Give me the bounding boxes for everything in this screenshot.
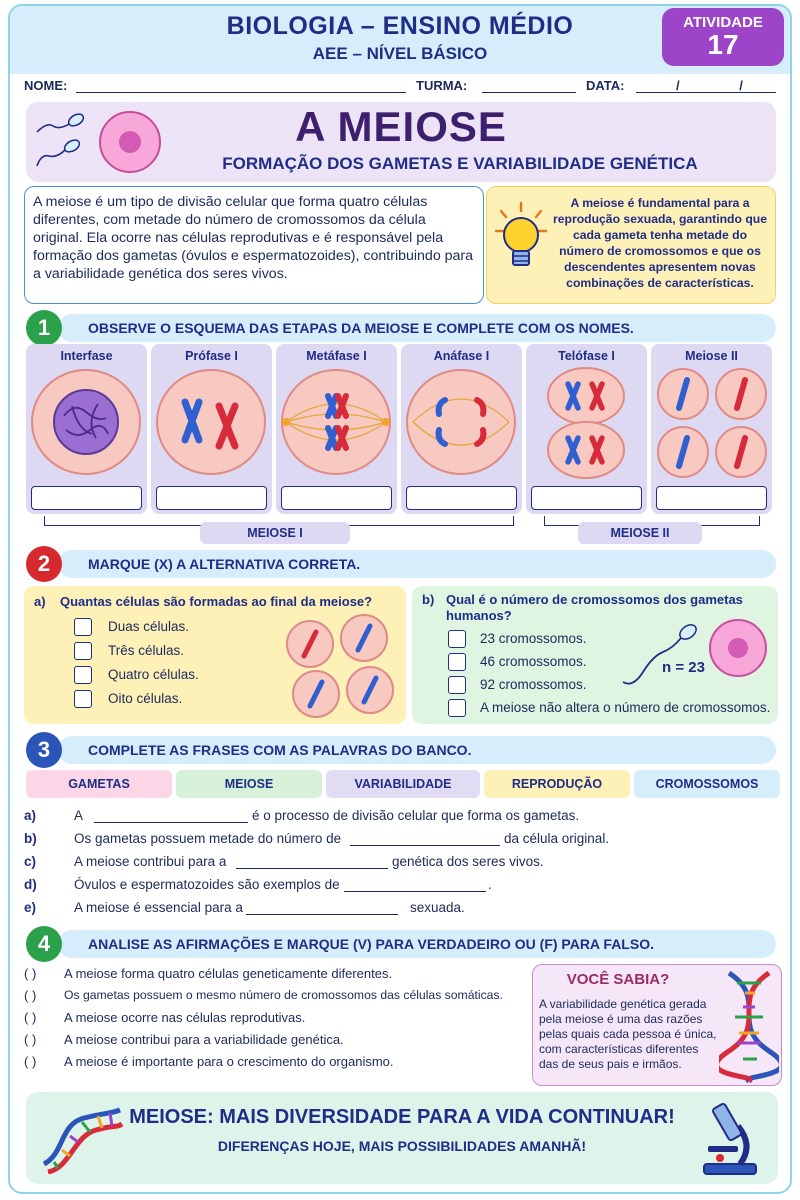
stage-prophase-1 — [151, 344, 272, 514]
header-title: BIOLOGIA – ENSINO MÉDIO — [226, 12, 574, 40]
statement-row — [24, 988, 524, 1006]
microscope-icon — [694, 1098, 766, 1178]
blank-field[interactable] — [246, 914, 398, 915]
section2-number: 2 — [26, 546, 62, 582]
main-subtitle: FORMAÇÃO DOS GAMETAS E VARIABILIDADE GENÉTICA — [222, 154, 698, 173]
date-label: DATA: — [586, 78, 625, 93]
metaphase-cell-icon — [278, 366, 395, 484]
stage-anaphase-1 — [401, 344, 522, 514]
sentence-c — [24, 854, 764, 874]
name-field[interactable] — [76, 92, 406, 93]
option-checkbox[interactable] — [74, 618, 92, 636]
section2-bar: MARQUE (X) A ALTERNATIVA CORRETA. — [58, 550, 776, 578]
name-label: NOME: — [24, 78, 68, 93]
word-bank-item: GAMETAS — [26, 770, 172, 798]
sentence-letter: e) — [24, 900, 37, 915]
header-subtitle: AEE – NÍVEL BÁSICO — [312, 44, 488, 63]
section4-number: 4 — [26, 926, 62, 962]
stage-label: Metáfase I — [306, 349, 367, 363]
stage-answer-box[interactable] — [31, 486, 142, 510]
option-label: Três células. — [108, 643, 185, 658]
dna-icon — [719, 969, 779, 1083]
sentence-text: Óvulos e espermatozoides são exemplos de — [74, 877, 340, 892]
word-bank-item: MEIOSE — [176, 770, 322, 798]
blank-field[interactable] — [236, 868, 388, 869]
option-label: Quatro células. — [108, 667, 199, 682]
did-you-know-title: VOCÊ SABIA? — [566, 971, 670, 988]
statement-row — [24, 1032, 524, 1050]
class-label: TURMA: — [416, 78, 468, 93]
option-label: 46 cromossomos. — [480, 654, 587, 669]
question-a-letter: a) — [34, 594, 46, 609]
stage-interphase — [26, 344, 147, 514]
stage-metaphase-1 — [276, 344, 397, 514]
stage-answer-box[interactable] — [656, 486, 767, 510]
chromosome-count-label: n = 23 — [662, 659, 705, 676]
sentence-letter: d) — [24, 877, 37, 892]
question-b-letter: b) — [422, 592, 435, 607]
sentence-a — [24, 808, 764, 828]
statement-row — [24, 1054, 524, 1072]
footer-panel — [26, 1092, 778, 1184]
stage-telophase-1 — [526, 344, 647, 514]
word-bank-item: REPRODUÇÃO — [484, 770, 630, 798]
statement-text: A meiose contribui para a variabilidade genética. — [64, 1032, 344, 1047]
option-checkbox[interactable] — [74, 642, 92, 660]
main-title: A MEIOSE — [295, 103, 507, 150]
sentence-text: Os gametas possuem metade do número de — [74, 831, 342, 846]
blank-field[interactable] — [344, 891, 486, 892]
statement-text: A meiose é importante para o crescimento do organismo. — [64, 1054, 394, 1069]
statement-text: A meiose forma quatro células geneticamente diferentes. — [64, 966, 393, 981]
telophase-cells-icon — [528, 366, 645, 484]
badge-number: 17 — [707, 29, 739, 60]
four-cells-icon — [280, 610, 396, 720]
stage-label: Telófase I — [558, 349, 615, 363]
sentence-text: . — [488, 877, 492, 892]
word-bank-item: CROMOSSOMOS — [634, 770, 780, 798]
statement-row — [24, 1010, 524, 1028]
true-false-field[interactable]: ( ) — [24, 988, 37, 1003]
question-b-panel — [412, 586, 778, 724]
option-label: Oito células. — [108, 691, 183, 706]
worksheet — [8, 4, 792, 1194]
tip-text: A meiose é fundamental para a reprodução sexuada, garantindo que cada gameta tenha metade do número de cromossomos e que os descendentes apresentem novas combinações de características. — [552, 196, 767, 290]
sentence-d — [24, 877, 764, 897]
true-false-field[interactable]: ( ) — [24, 1054, 37, 1069]
question-a-panel — [24, 586, 406, 724]
stage-answer-box[interactable] — [281, 486, 392, 510]
class-field[interactable] — [482, 92, 576, 93]
did-you-know-text: A variabilidade genética gerada pela meiose é uma das razões pelas quais cada pessoa é única, com características diferentes das de seus pais e irmãos. — [539, 997, 717, 1071]
interphase-cell-icon — [28, 366, 145, 484]
sentence-text: da célula original. — [504, 831, 610, 846]
question-b-text-line1: Qual é o número de cromossomos dos gametas — [446, 592, 743, 607]
stage-answer-box[interactable] — [156, 486, 267, 510]
meiosis1-label: MEIOSE I — [200, 522, 350, 544]
sentence-letter: b) — [24, 831, 37, 846]
section4-bar: ANALISE AS AFIRMAÇÕES E MARQUE (V) PARA VERDADEIRO OU (F) PARA FALSO. — [58, 930, 776, 958]
sentence-letter: a) — [24, 808, 37, 823]
true-false-field[interactable]: ( ) — [24, 1032, 37, 1047]
option-checkbox[interactable] — [74, 690, 92, 708]
question-b-text-line2: humanos? — [446, 608, 512, 623]
four-cells-icon — [653, 366, 770, 484]
sentence-text: A meiose é essencial para a — [74, 900, 243, 915]
section1-bar: OBSERVE O ESQUEMA DAS ETAPAS DA MEIOSE E COMPLETE COM OS NOMES. — [58, 314, 776, 342]
sperm-egg-icon — [618, 616, 770, 696]
section3-number: 3 — [26, 732, 62, 768]
word-bank-item: VARIABILIDADE — [326, 770, 480, 798]
meiosis2-label: MEIOSE II — [578, 522, 702, 544]
option-label: 92 cromossomos. — [480, 677, 587, 692]
sentence-text: genética dos seres vivos. — [392, 854, 544, 869]
option-checkbox[interactable] — [448, 699, 466, 717]
lightbulb-icon — [495, 201, 547, 285]
badge-label: ATIVIDADE — [683, 14, 763, 31]
sentence-text: A meiose contribui para a — [74, 854, 227, 869]
sentence-e — [24, 900, 764, 920]
section3-bar: COMPLETE AS FRASES COM AS PALAVRAS DO BANCO. — [58, 736, 776, 764]
section1-number: 1 — [26, 310, 62, 346]
sentence-b — [24, 831, 764, 851]
blank-field[interactable] — [350, 845, 500, 846]
true-false-field[interactable]: ( ) — [24, 1010, 37, 1025]
option-checkbox[interactable] — [448, 630, 466, 648]
intro-text: A meiose é um tipo de divisão celular que forma quatro células diferentes, com metade do número de cromossomos da célula original. Ela ocorre nas células reprodutivas e é responsável pela formação dos gametas (óvulos e espermatozoides), contribuindo para a variabilidade genética dos seres vivos. — [24, 186, 484, 304]
prophase-cell-icon — [153, 366, 270, 484]
option-checkbox[interactable] — [74, 666, 92, 684]
sentence-text: sexuada. — [410, 900, 465, 915]
did-you-know-panel — [532, 964, 782, 1086]
statement-text: Os gametas possuem o mesmo número de cromossomos das células somáticas. — [64, 988, 503, 1002]
stage-label: Interfase — [60, 349, 113, 363]
stage-label: Prófase I — [185, 349, 238, 363]
anaphase-cell-icon — [403, 366, 520, 484]
stage-meiosis-2 — [651, 344, 772, 514]
stage-label: Meiose II — [685, 349, 738, 363]
option-label: A meiose não altera o número de cromossomos. — [480, 700, 771, 715]
option-label: 23 cromossomos. — [480, 631, 587, 646]
tip-panel — [486, 186, 776, 304]
blank-field[interactable] — [94, 822, 248, 823]
sentence-letter: c) — [24, 854, 37, 869]
date-slashes: / / — [676, 78, 771, 93]
footer-headline: MEIOSE: MAIS DIVERSIDADE PARA A VIDA CONTINUAR! — [129, 1106, 675, 1128]
sentence-text: é o processo de divisão celular que forma os gametas. — [252, 808, 580, 823]
student-info-row — [24, 76, 784, 98]
sentence-text: A — [74, 808, 84, 823]
option-checkbox[interactable] — [448, 676, 466, 694]
statement-row — [24, 966, 524, 984]
stage-label: Anáfase I — [433, 349, 490, 363]
statement-text: A meiose ocorre nas células reprodutivas. — [64, 1010, 306, 1025]
option-checkbox[interactable] — [448, 653, 466, 671]
question-a-text: Quantas células são formadas ao final da meiose? — [60, 594, 373, 609]
option-label: Duas células. — [108, 619, 190, 634]
true-false-field[interactable]: ( ) — [24, 966, 37, 981]
stage-answer-box[interactable] — [406, 486, 517, 510]
activity-badge — [662, 8, 784, 66]
stage-answer-box[interactable] — [531, 486, 642, 510]
footer-tagline: DIFERENÇAS HOJE, MAIS POSSIBILIDADES AMANHÃ! — [217, 1138, 587, 1154]
